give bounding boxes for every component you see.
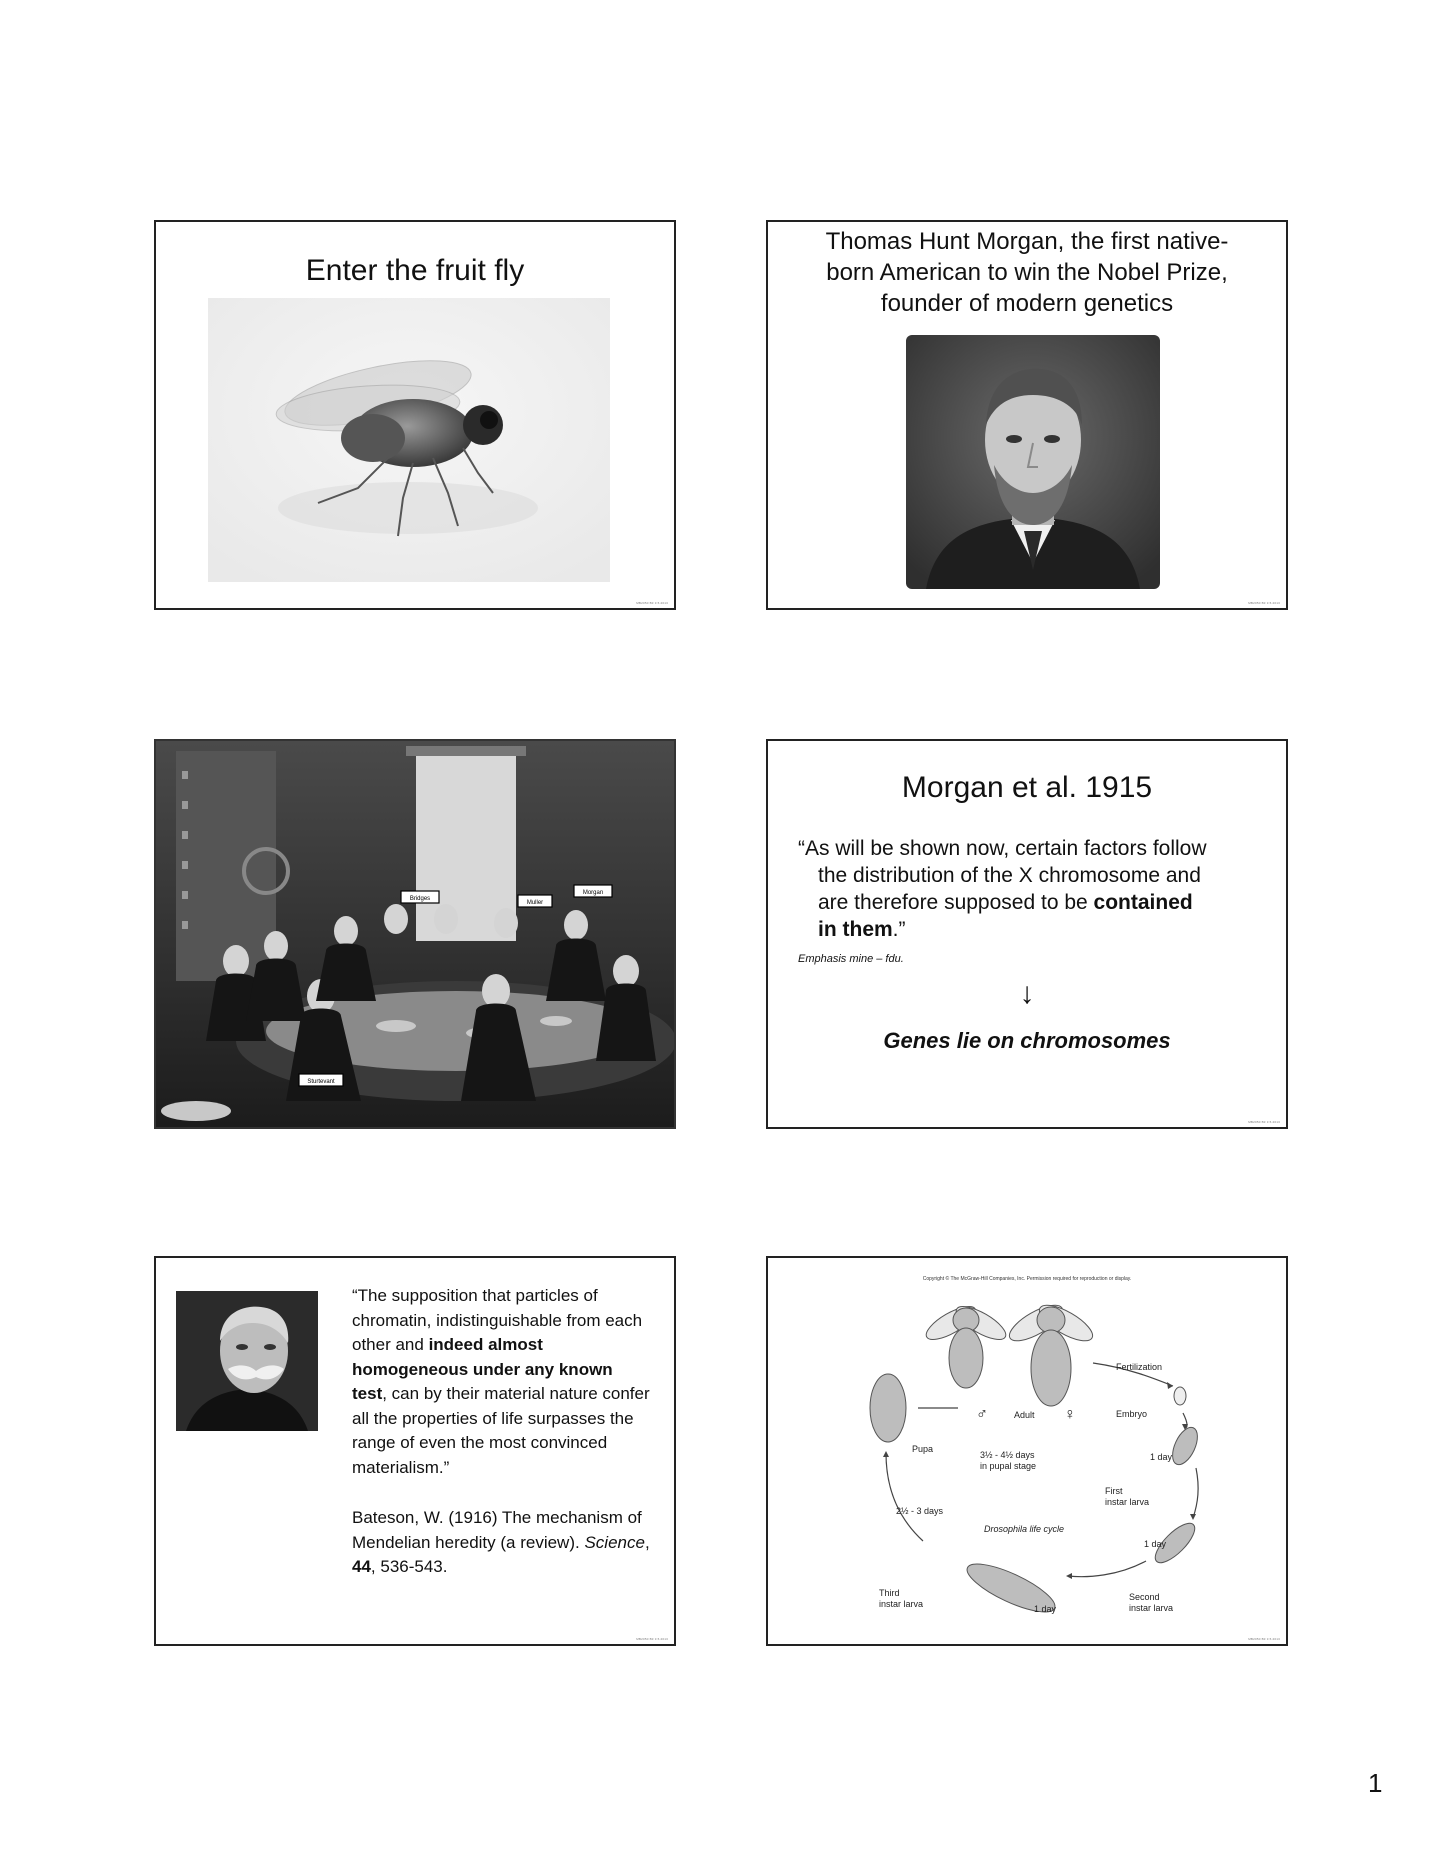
slide-footer: MB2050 B3 3.5.2013	[636, 1637, 668, 1641]
slide-title	[788, 226, 1266, 319]
label-pupa: Pupa	[912, 1444, 934, 1454]
slide-footer: MB2050 B3 3.5.2013	[1248, 601, 1280, 605]
morgan-quote	[798, 835, 1256, 943]
copyright-notice: Copyright © The McGraw-Hill Companies, Inc. Permission required for reproduction or display.	[922, 1276, 1132, 1282]
slide-5	[154, 1256, 676, 1646]
label-day-1b: 1 day	[1144, 1539, 1167, 1549]
fly-room-group-photo	[156, 741, 674, 1127]
slide-3	[154, 739, 676, 1129]
slide-title: Morgan et al. 1915	[901, 771, 1153, 804]
conclusion: Genes lie on chromosomes	[883, 1028, 1171, 1053]
label-adult: Adult	[1014, 1410, 1035, 1420]
quote-bold-contained: contained	[1093, 891, 1193, 914]
quote-line-1: “As will be shown now, certain factors follow	[798, 837, 1207, 860]
female-symbol: ♀	[1064, 1406, 1076, 1423]
quote-bold-in-them: in them	[818, 918, 893, 941]
label-larva-duration: 2½ - 3 days	[896, 1506, 944, 1516]
label-pupa-duration: 3½ - 4½ days in pupal stage	[980, 1450, 1037, 1471]
label-second-instar: Second instar larva	[1129, 1592, 1174, 1613]
page-number: 1	[1368, 1768, 1383, 1798]
male-symbol: ♂	[976, 1406, 988, 1423]
title-line-1: Thomas Hunt Morgan, the first native-	[825, 228, 1229, 255]
slide-1	[154, 220, 676, 610]
quote-line-4: in them.”	[818, 918, 906, 941]
slide-2	[766, 220, 1288, 610]
bateson-portrait	[176, 1291, 318, 1431]
slide-footer: MB2050 B3 3.5.2013	[1248, 1637, 1280, 1641]
emphasis-note: Emphasis mine – fdu.	[798, 953, 904, 965]
slide-6	[766, 1256, 1288, 1646]
ref-volume: 44	[352, 1557, 371, 1576]
quote-bold: indeed almost homogeneous under any known test	[352, 1335, 613, 1403]
label-day-1c: 1 day	[1034, 1604, 1057, 1614]
label-morgan: Morgan	[582, 890, 604, 896]
fruit-fly-photo	[208, 298, 610, 582]
label-third-instar: Third instar larva	[879, 1588, 924, 1609]
label-center: Drosophila life cycle	[984, 1524, 1065, 1534]
morgan-portrait	[906, 335, 1160, 589]
slide-4	[766, 739, 1288, 1129]
label-first-instar: First instar larva	[1105, 1486, 1150, 1507]
ref-journal: Science	[584, 1532, 645, 1552]
label-embryo: Embryo	[1116, 1409, 1148, 1419]
quote-line-3: are therefore supposed to be contained	[818, 891, 1193, 914]
down-arrow-icon: ↓	[1019, 977, 1035, 1010]
slide-title: Enter the fruit fly	[305, 254, 525, 287]
slide-footer: MB2050 B3 3.5.2013	[636, 601, 668, 605]
label-muller: Muller	[526, 900, 544, 906]
label-sturtevant: Sturtevant	[307, 1079, 335, 1085]
label-bridges: Bridges	[409, 896, 431, 902]
quote-line-2: the distribution of the X chromosome and	[818, 864, 1201, 887]
label-fertilization: Fertilization	[1116, 1362, 1163, 1372]
bateson-quote: “The supposition that particles of chromatin, indistinguishable from each other and indeed almost homogeneous under any known test, can by their material nature confer all the properties of life surpasses the range of even the most convinced materialism.”	[352, 1286, 650, 1477]
title-line-3: founder of modern genetics	[880, 290, 1174, 317]
title-line-2: born American to win the Nobel Prize,	[826, 259, 1228, 286]
slide-footer: MB2050 B3 3.5.2013	[1248, 1120, 1280, 1124]
bateson-reference: Bateson, W. (1916) The mechanism of Mendelian heredity (a review). Science, 44, 536-543.	[352, 1508, 650, 1576]
label-day-1a: 1 day	[1150, 1452, 1173, 1462]
